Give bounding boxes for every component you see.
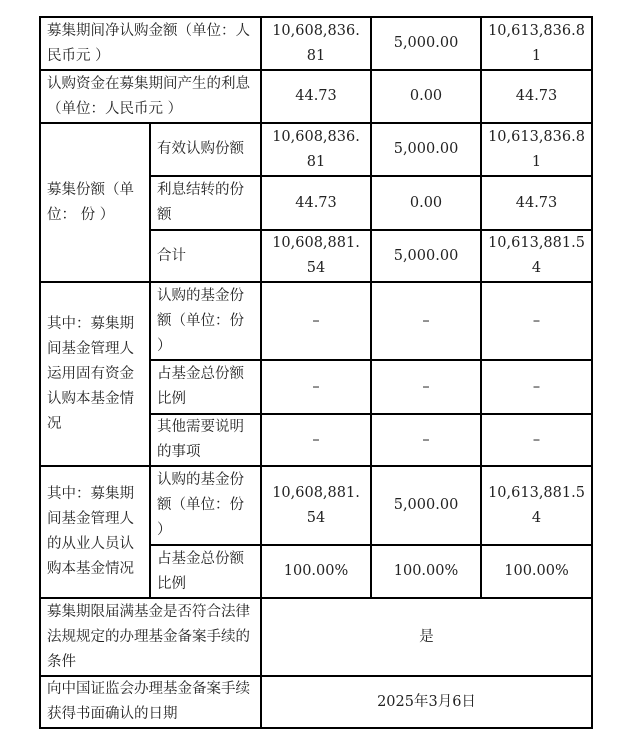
value-cell: 5,000.00	[371, 466, 481, 545]
row-label: 占基金总份额比例	[150, 545, 261, 598]
row-label: 占基金总份额比例	[150, 360, 261, 414]
table-row	[40, 70, 592, 123]
value-cell: 10,613,881.54	[481, 466, 592, 545]
group-label: 其中：募集期间基金管理人的从业人员认购本基金情况	[40, 466, 150, 598]
row-label: 募集期限届满基金是否符合法律法规规定的办理基金备案手续的条件	[40, 598, 261, 676]
table-row	[40, 466, 592, 545]
value-cell: –	[371, 282, 481, 360]
group-label: 募集份额（单位： 份 ）	[40, 123, 150, 282]
row-label: 认购的基金份额（单位：份 ）	[150, 282, 261, 360]
value-cell: 10,608,836.81	[261, 17, 371, 70]
value-cell: 是	[261, 598, 592, 676]
value-cell: 10,608,881.54	[261, 230, 371, 282]
value-cell: 5,000.00	[371, 230, 481, 282]
value-cell: –	[261, 360, 371, 414]
value-cell: 10,613,881.54	[481, 230, 592, 282]
value-cell: –	[481, 414, 592, 466]
group-label: 其中：募集期间基金管理人运用固有资金认购本基金情况	[40, 282, 150, 466]
value-cell: 100.00%	[371, 545, 481, 598]
fund-subscription-table	[39, 16, 593, 729]
value-cell: –	[481, 282, 592, 360]
value-cell: –	[371, 360, 481, 414]
value-cell: 2025年3月6日	[261, 676, 592, 728]
row-label: 利息结转的份额	[150, 176, 261, 230]
table-row	[40, 123, 592, 176]
value-cell: 44.73	[261, 70, 371, 123]
value-cell: 44.73	[481, 176, 592, 230]
table-row	[40, 17, 592, 70]
value-cell: 100.00%	[261, 545, 371, 598]
value-cell: 44.73	[261, 176, 371, 230]
value-cell: 10,608,836.81	[261, 123, 371, 176]
table-row	[40, 676, 592, 728]
value-cell: –	[261, 414, 371, 466]
row-label: 向中国证监会办理基金备案手续获得书面确认的日期	[40, 676, 261, 728]
row-label: 有效认购份额	[150, 123, 261, 176]
value-cell: –	[481, 360, 592, 414]
value-cell: –	[261, 282, 371, 360]
row-label: 认购的基金份额（单位：份 ）	[150, 466, 261, 545]
row-label: 认购资金在募集期间产生的利息（单位：人民币元 ）	[40, 70, 261, 123]
table-row	[40, 282, 592, 360]
value-cell: 5,000.00	[371, 17, 481, 70]
value-cell: 44.73	[481, 70, 592, 123]
value-cell: 100.00%	[481, 545, 592, 598]
value-cell: 0.00	[371, 176, 481, 230]
row-label: 合计	[150, 230, 261, 282]
table-row	[40, 598, 592, 676]
value-cell: 10,613,836.81	[481, 123, 592, 176]
value-cell: 10,613,836.81	[481, 17, 592, 70]
row-label: 其他需要说明的事项	[150, 414, 261, 466]
row-label: 募集期间净认购金额（单位：人民币元 ）	[40, 17, 261, 70]
value-cell: 5,000.00	[371, 123, 481, 176]
value-cell: 10,608,881.54	[261, 466, 371, 545]
value-cell: –	[371, 414, 481, 466]
value-cell: 0.00	[371, 70, 481, 123]
